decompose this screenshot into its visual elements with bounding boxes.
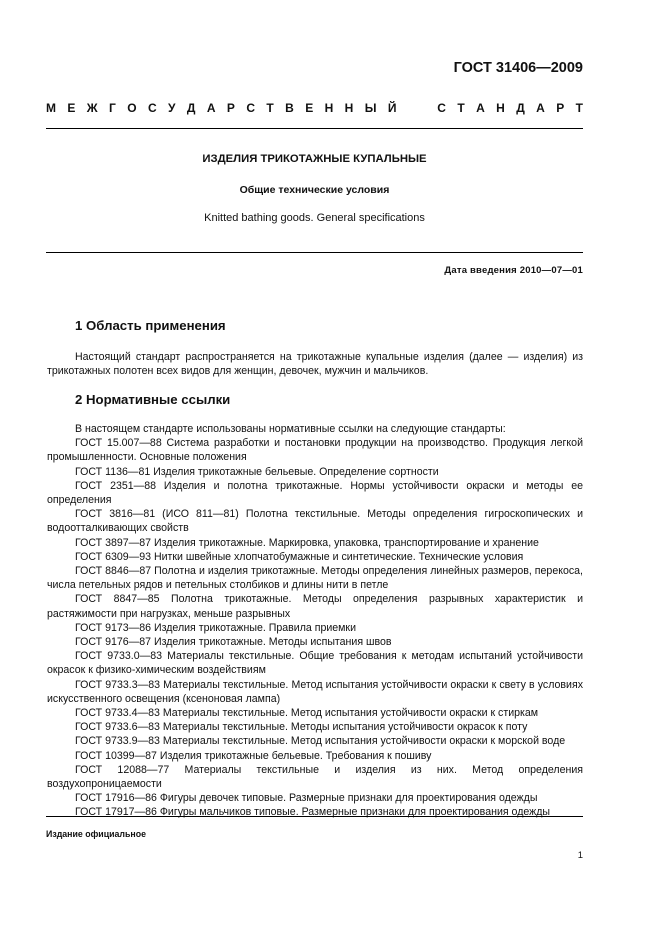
section-1-heading: 1 Область применения [75,318,226,333]
banner-letter: Д [186,101,196,115]
paragraph: В настоящем стандарте использованы нормативные ссылки на следующие стандарты: [75,423,506,435]
reference-item: ГОСТ 12088—77 Материалы текстильные и изделия из них. Метод определения воздухопроницаемости [47,763,583,791]
section-2-body [47,422,583,820]
top-divider [46,128,583,129]
banner-letter: Д [516,101,525,115]
page-number: 1 [577,850,583,861]
reference-item: ГОСТ 2351—88 Изделия и полотна трикотажные. Нормы устойчивости окраски и методы ее определения [47,479,583,507]
paragraph: Настоящий стандарт распространяется на трикотажные купальные изделия (далее — изделия) из трикотажных полотен всех видов для женщин, девочек, мужчин и мальчиков. [47,351,583,378]
reference-item: ГОСТ 17916—86 Фигуры девочек типовые. Размерные признаки для проектирования одежды [75,792,538,805]
document-title: ИЗДЕЛИЯ ТРИКОТАЖНЫЕ КУПАЛЬНЫЕ [202,153,427,165]
banner-letter: Р [556,101,565,115]
english-title: Knitted bathing goods. General specifications [204,212,425,224]
reference-item: ГОСТ 6309—93 Нитки швейные хлопчатобумажные и синтетические. Технические условия [75,550,524,563]
banner-letter: Ы [364,101,377,115]
banner-letter: С [147,101,157,115]
banner-letter: Ж [86,101,98,115]
banner-letter: С [246,101,255,115]
banner-letter: У [168,101,176,115]
banner-letter: Т [266,101,274,115]
reference-item: ГОСТ 1136—81 Изделия трикотажные бельевые. Определение сортности [75,465,439,478]
reference-item: ГОСТ 15.007—88 Система разработки и постановки продукции на производство. Продукция легкой промышленности. Основные положения [47,437,583,464]
reference-item: ГОСТ 9733.6—83 Материалы текстильные. Методы испытания устойчивости окрасок к поту [75,721,528,734]
title-divider [46,252,583,253]
reference-item: ГОСТ 10399—87 Изделия трикотажные бельевые. Требования к пошиву [75,749,432,762]
banner-letter: Н [496,101,505,115]
banner-letter: А [206,101,216,115]
banner-letter: Т [457,101,465,115]
banner-letter: Й [387,101,397,115]
banner-letter: Е [67,101,76,115]
banner-letter: С [437,101,446,115]
edition-label: Издание официальное [46,829,146,839]
banner-letter: О [127,101,137,115]
document-number: ГОСТ 31406—2009 [453,60,583,76]
standard-type-banner [46,101,583,115]
reference-item: ГОСТ 8847—85 Полотна трикотажные. Методы определения разрывных характеристик и растяжимости при нагрузках, меньше разрывных [47,593,583,620]
banner-letter: Н [344,101,354,115]
effective-date: Дата введения 2010—07—01 [444,265,583,276]
reference-item: ГОСТ 9733.4—83 Материалы текстильные. Метод испытания устойчивости окраски к стиркам [75,707,539,720]
banner-letter: М [46,101,56,115]
reference-item: ГОСТ 9176—87 Изделия трикотажные. Методы испытания швов [75,636,392,649]
reference-item: ГОСТ 9733.9—83 Материалы текстильные. Метод испытания устойчивости окраски к морской воде [75,735,566,748]
reference-item: ГОСТ 9733.0—83 Материалы текстильные. Общие требования к методам испытаний устойчивости окрасок к физико-химическим воздействиям [47,650,583,677]
banner-letter: Т [575,101,583,115]
banner-letter: А [536,101,545,115]
banner-letter: Г [109,101,116,115]
document-subtitle: Общие технические условия [239,184,390,196]
footer-divider [46,816,583,817]
reference-item: ГОСТ 9733.3—83 Материалы текстильные. Метод испытания устойчивости окраски к свету в условиях искусственного освещения (ксеноновая лампа) [47,678,583,705]
banner-letter: А [476,101,485,115]
banner-letter: Н [324,101,334,115]
section-1-body [47,350,583,378]
banner-letter: Е [305,101,314,115]
reference-item: ГОСТ 17917—86 Фигуры мальчиков типовые. Размерные признаки для проектирования одежды [75,806,551,819]
banner-gap [408,101,426,115]
banner-letter: В [285,101,294,115]
reference-item: ГОСТ 3816—81 (ИСО 811—81) Полотна текстильные. Методы определения гигроскопических и водоотталкивающих свойств [47,508,583,535]
reference-item: ГОСТ 8846—87 Полотна и изделия трикотажные. Методы определения линейных размеров, перекоса, числа петельных рядов и петельных столбиков и длины нити в петле [47,565,583,592]
section-2-heading: 2 Нормативные ссылки [75,392,231,407]
reference-item: ГОСТ 3897—87 Изделия трикотажные. Маркировка, упаковка, транспортирование и хранение [75,536,539,549]
reference-item: ГОСТ 9173—86 Изделия трикотажные. Правила приемки [75,621,356,634]
banner-letter: Р [226,101,235,115]
